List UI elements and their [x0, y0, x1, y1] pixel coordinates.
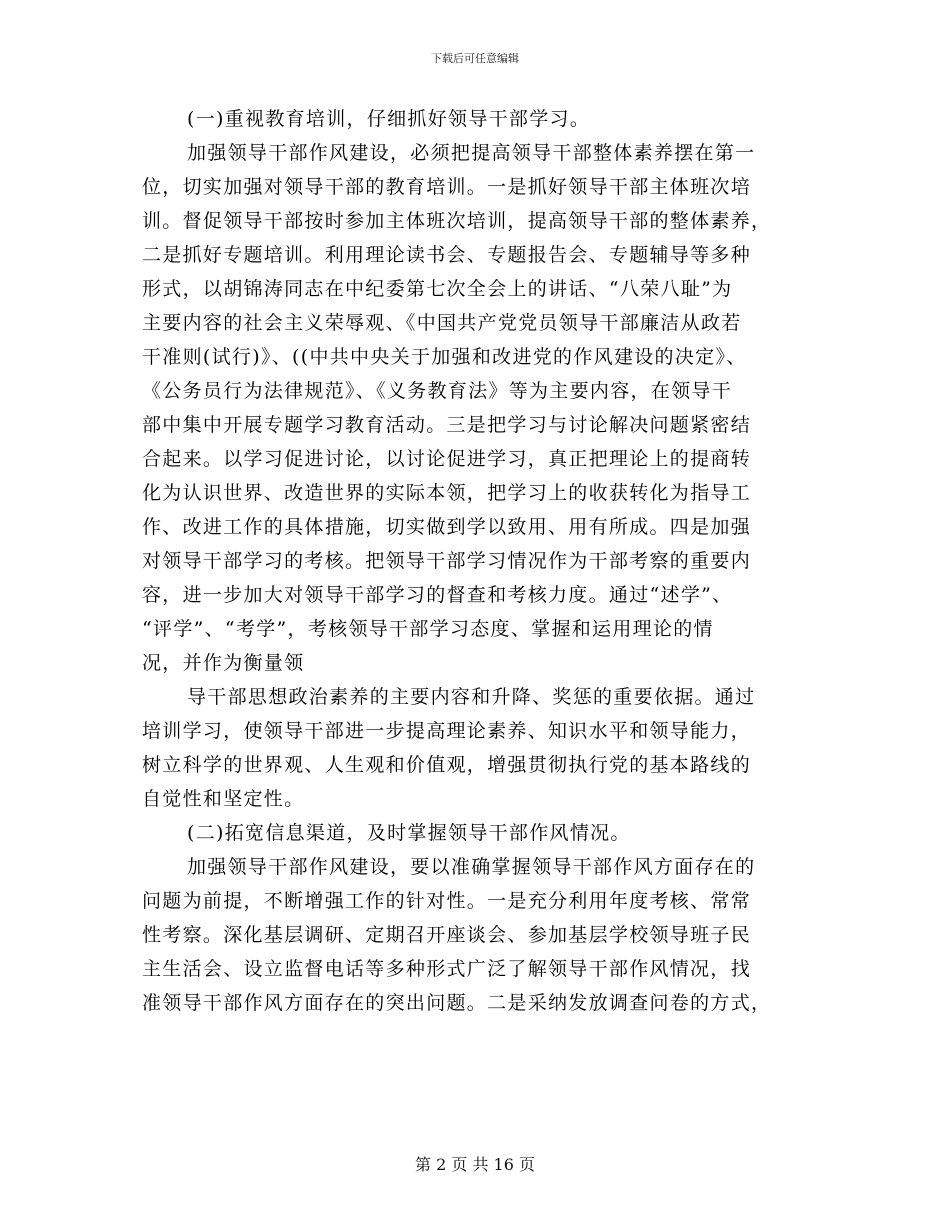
paragraph-line: 性考察。深化基层调研、定期召开座谈会、参加基层学校领导班子民 [142, 924, 752, 946]
paragraph-line: 训。督促领导干部按时参加主体班次培训，提高领导干部的整体素养， [142, 210, 772, 232]
paragraph-line: 二是抓好专题培训。利用理论读书会、专题报告会、专题辅导等多种 [142, 244, 752, 266]
paragraph-line: 加强领导干部作风建设，要以准确掌握领导干部作风方面存在的 [187, 856, 756, 878]
page-number-footer: 第 2 页 共 16 页 [415, 1155, 535, 1174]
paragraph-line: 导干部思想政治素养的主要内容和升降、奖惩的重要依据。通过 [187, 686, 756, 708]
page-header: 下载后可任意编辑 [431, 52, 519, 65]
paragraph-line: 培训学习，使领导干部进一步提高理论素养、知识水平和领导能力， [142, 720, 752, 742]
paragraph-line: 加强领导干部作风建设，必须把提高领导干部整体素养摆在第一 [187, 142, 756, 164]
section-heading: (一)重视教育培训，仔细抓好领导干部学习。 [187, 108, 591, 130]
paragraph-line: 部中集中开展专题学习教育活动。三是把学习与讨论解决问题紧密结 [142, 414, 752, 436]
paragraph-line: “评学”、“考学”，考核领导干部学习态度、掌握和运用理论的情 [142, 618, 714, 640]
paragraph-line: 作、改进工作的具体措施，切实做到学以致用、用有所成。四是加强 [142, 516, 752, 538]
paragraph-line: 自觉性和坚定性。 [142, 788, 305, 810]
paragraph-line: 树立科学的世界观、人生观和价值观，增强贯彻执行党的基本路线的 [142, 754, 752, 776]
paragraph-line: 合起来。以学习促进讨论，以讨论促进学习，真正把理论上的提商转 [142, 448, 752, 470]
paragraph-line: 问题为前提，不断增强工作的针对性。一是充分利用年度考核、常常 [142, 890, 752, 912]
paragraph-line: 容，进一步加大对领导干部学习的督查和考核力度。通过“述学”、 [142, 584, 733, 606]
document-body [142, 102, 812, 1020]
paragraph-line: 主生活会、设立监督电话等多种形式广泛了解领导干部作风情况，找 [142, 958, 752, 980]
paragraph-line: 形式，以胡锦涛同志在中纪委第七次全会上的讲话、“八荣八耻”为 [142, 278, 733, 300]
paragraph-line: 主要内容的社会主义荣辱观、《中国共产党党员领导干部廉洁从政若 [142, 312, 742, 334]
paragraph-line: 化为认识世界、改造世界的实际本领，把学习上的收获转化为指导工 [142, 482, 752, 504]
section-heading: (二)拓宽信息渠道，及时掌握领导干部作风情况。 [187, 822, 631, 844]
paragraph-line: 对领导干部学习的考核。把领导干部学习情况作为干部考察的重要内 [142, 550, 752, 572]
paragraph-line: 况，并作为衡量领 [142, 652, 305, 674]
paragraph-line: 《公务员行为法律规范》、《义务教育法》等为主要内容，在领导干 [142, 380, 733, 402]
paragraph-line: 位，切实加强对领导干部的教育培训。一是抓好领导干部主体班次培 [142, 176, 752, 198]
paragraph-line: 干准则(试行)》、((中共中央关于加强和改进党的作风建设的决定》、 [142, 346, 747, 368]
paragraph-line: 准领导干部作风方面存在的突出问题。二是采纳发放调查问卷的方式， [142, 992, 772, 1014]
